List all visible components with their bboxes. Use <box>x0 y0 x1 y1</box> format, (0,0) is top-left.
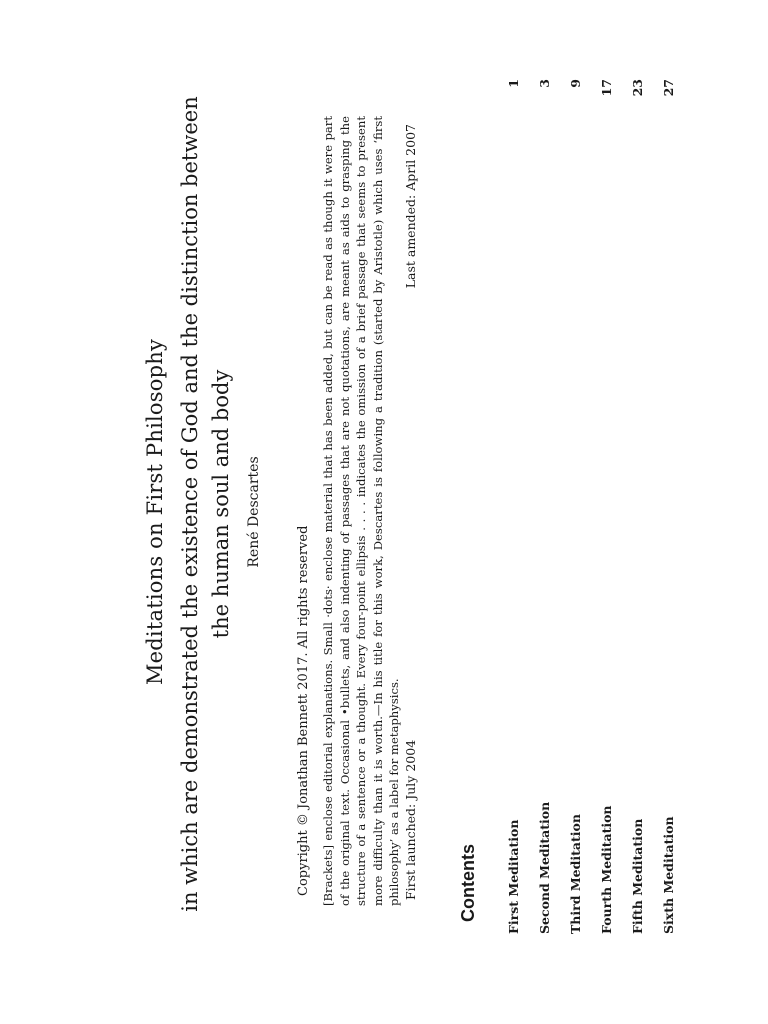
toc-entry-page: 9 <box>568 79 583 88</box>
toc-entry-title: Fifth Meditation <box>630 818 645 934</box>
publication-dates <box>403 124 418 900</box>
toc-entry-page: 3 <box>537 79 552 88</box>
toc-entry-page: 27 <box>661 79 676 97</box>
copyright-notice: Copyright © Jonathan Bennett 2017. All rights reserved <box>296 525 311 896</box>
contents-heading: Contents <box>458 844 478 922</box>
toc-entry <box>622 79 653 934</box>
toc-entry-title: Second Meditation <box>537 801 552 934</box>
toc-entry-title: First Meditation <box>506 819 521 934</box>
author-name: René Descartes <box>246 456 262 568</box>
toc-entry <box>560 79 591 934</box>
toc-entry-page: 17 <box>599 79 614 97</box>
toc-entry-page: 23 <box>630 79 645 97</box>
toc-entry-title: Third Meditation <box>568 814 583 934</box>
toc-entry <box>529 79 560 934</box>
toc-entry <box>498 79 529 934</box>
toc-entry-page: 1 <box>506 79 521 88</box>
editorial-note: [Brackets] enclose editorial explanations. Small ·dots· enclose material that has been added, but can be read as though it were part of the original text. Occasional •bullets, and also indenting of passages that are not quotations, are meant as aids to grasping the structure of a sentence or a thought. Every four-point ellipsis . . . . indicates the omission of a brief passage that seems to present more difficulty than it is worth.—In his title for this work, Descartes is following a tradition (started by Aristotle) which uses ‘first philosophy’ as a label for metaphysics. <box>321 116 401 906</box>
document-title: Meditations on First Philosophy <box>143 338 167 686</box>
toc-entry-title: Sixth Meditation <box>661 816 676 934</box>
last-amended-date: Last amended: April 2007 <box>403 124 418 289</box>
document-subtitle: in which are demonstrated the existence of God and the distinction between the human soul and body <box>178 96 233 912</box>
toc-entry <box>591 79 622 934</box>
first-launched-date: First launched: July 2004 <box>403 739 418 900</box>
table-of-contents <box>498 79 684 934</box>
toc-entry-title: Fourth Meditation <box>599 805 614 934</box>
toc-entry <box>653 79 684 934</box>
